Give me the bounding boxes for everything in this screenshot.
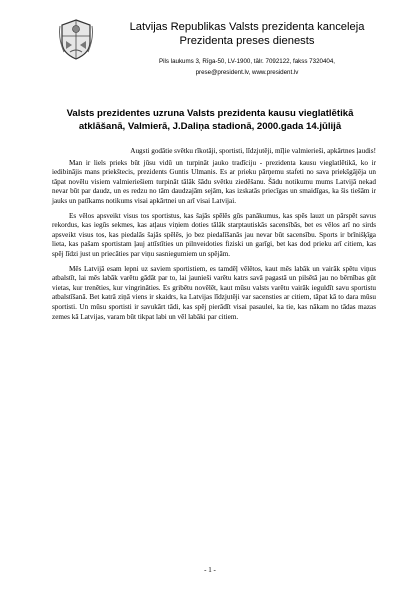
department-name: Prezidenta preses dienests <box>179 35 315 47</box>
coat-of-arms-icon <box>58 18 94 60</box>
title-line-2: atklāšanā, Valmierā, J.Daliņa stadionā, 2000.gada 14.jūlijā <box>78 120 342 132</box>
organization-header <box>112 20 382 48</box>
page-number: - 1 - <box>204 566 216 574</box>
contact-block <box>112 57 382 78</box>
document-title <box>40 108 380 133</box>
paragraph: Mēs Latvijā esam lepni uz saviem sportistiem, es tamdēļ vēlētos, kaut mēs labāk un vairāk spētu viņus atbalstīt, lai mēs labāk varētu gādāt par to, lai jaunieši varētu katrs savā pagastā un pilsētā jau no bērnības gūt vietas, kur trenēties, kur vingrināties. Es gribētu novēlēt, kaut mūsu valsts varētu vairāk ieguldīt savu sportistu atbalstīšanā. Bet katrā ziņā viens ir skaidrs, ka Latvijas līdzjutēji var sacensties ar citiem, tāpat kā to dara mūsu sportisti. Un mūsu sportisti ir savukārt tādi, kas spēj pierādīt visai pasaulei, ka tie, kas nākam no tādas mazas zemes kā Latvijas, varam būt tikpat labi un vēl labāki par citiem. <box>52 264 376 321</box>
greeting: Augsti godātie svētku rīkotāji, sportisti, līdzjutēji, mīļie valmierieši, apkārtnes ļaudis! <box>130 147 376 155</box>
organization-name: Latvijas Republikas Valsts prezidenta kanceleja <box>129 21 365 33</box>
paragraph: Es vēlos apsveikt visus tos sportistus, kas šajās spēlēs gūs panākumus, kas spēs lauzt un pārspēt savus rekordus, kas iegūs sekmes, kas atļaus viņiem doties tālāk starptautiskās sacensībās, bet es vēlos arī no sirds apsveikt visus tos, kas piedalās šajās spēlēs, jo bez piedalīšanās jau nevar būt sacensību. Sports ir brīnišķīga lieta, kas pašam sportistam ļauj attīstīties un pilnveidoties fiziski un garīgi, bet kas dod prieku arī citiem, kas spēj līdzi just un priecāties par viņu sasniegumiem un spējām. <box>52 211 376 258</box>
email-web-line: prese@president.lv, www.president.lv <box>195 68 299 76</box>
title-line-1: Valsts prezidentes uzruna Valsts prezidenta kausu vieglatlētikā <box>66 108 354 119</box>
address-line: Pils laukums 3, Rīga-50, LV-1900, tālr. 7092122, fakss 7320404, <box>159 58 335 65</box>
paragraph: Man ir liels prieks būt jūsu vidū un turpināt jauko tradīciju - prezidenta kausu vieglatlētikā, ko ir iedibinājis mans priekštecis, prezidents Guntis Ulmanis. Es ar prieku pārņemu stafeti no sava priekšgājēja un tāpat novēlu visiem valmieriešiem turpināt tālāk šādu svētku ziedēšanu. Šādu notikumu mums Latvijā nekad nevar būt par daudz, un es redzu no tām daudzajām sejām, kas izskatās priecīgas un smaidīgas, ka šis tiešām ir jauks un patīkams notikums visai apkārtnei un arī visai Latvijai. <box>52 158 376 205</box>
speech-body <box>52 147 376 327</box>
